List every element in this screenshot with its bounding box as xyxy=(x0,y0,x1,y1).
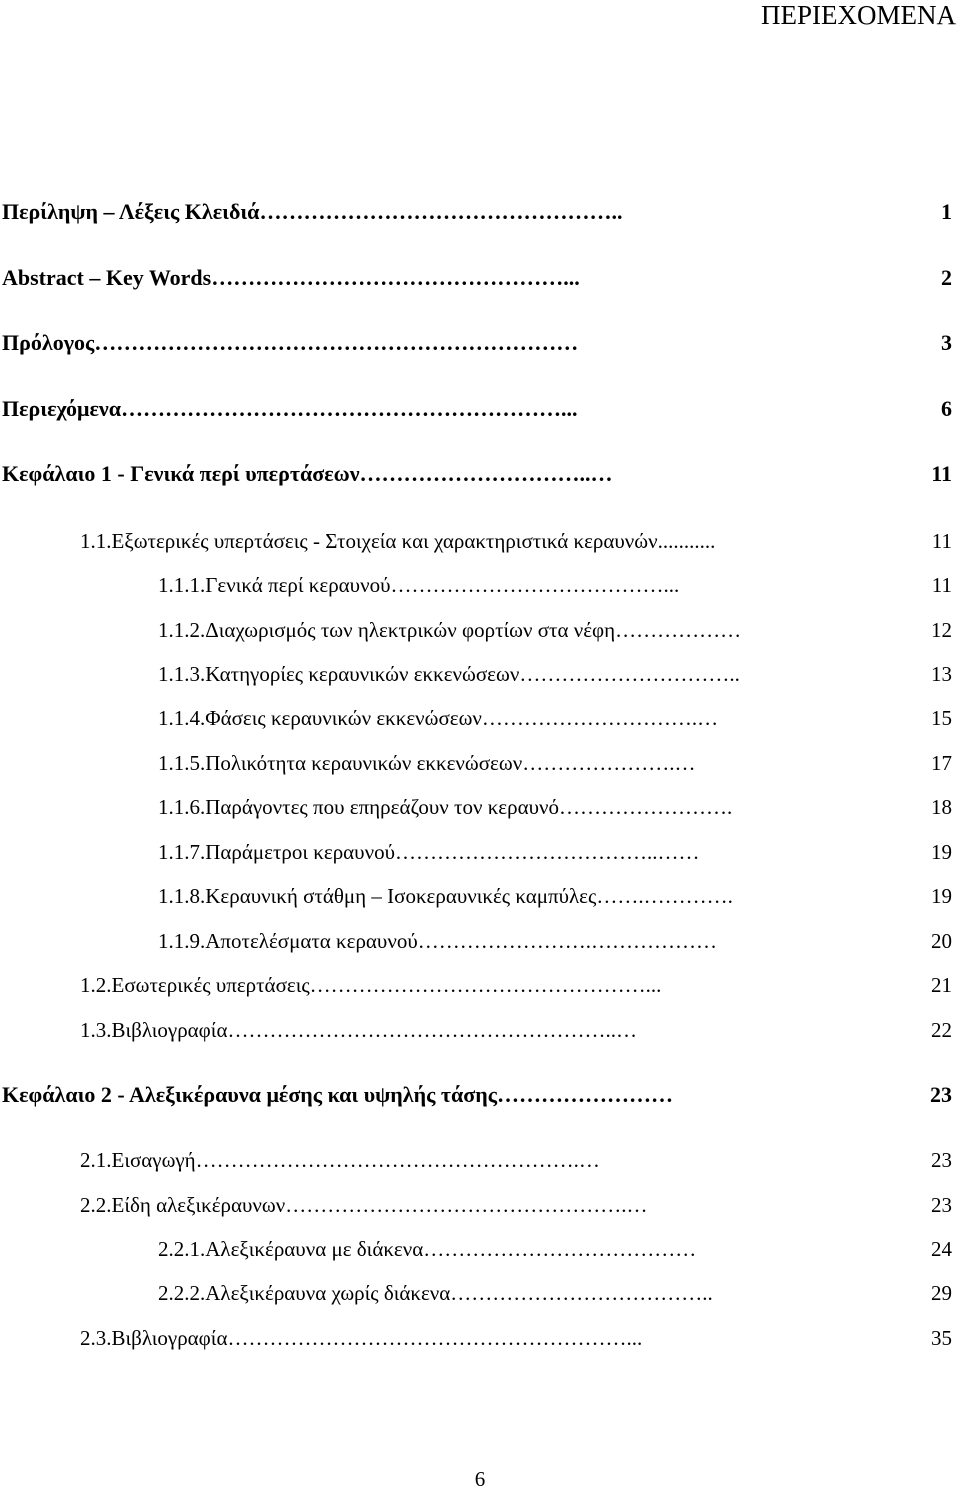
toc-entry-leader: ………………………………………………………… xyxy=(94,330,579,355)
toc-entry-leader: ……………………………………………….… xyxy=(195,1148,600,1172)
toc-entry-page: 3 xyxy=(941,330,952,355)
toc-entry-title: 1.1.6.Παράγοντες που επηρεάζουν τον κεραυνό xyxy=(158,795,559,819)
toc-entry-title: 2.3.Βιβλιογραφία xyxy=(80,1326,228,1350)
toc-entry-page: 11 xyxy=(931,529,952,553)
toc-entry-page: 29 xyxy=(931,1281,952,1305)
toc-entry-title: Κεφάλαιο 1 - Γενικά περί υπερτάσεων xyxy=(2,461,360,486)
toc-entry-title: 1.1.4.Φάσεις κεραυνικών εκκενώσεων xyxy=(158,706,482,730)
toc-entry[interactable] xyxy=(0,613,960,647)
toc-entry-title: Πρόλογος xyxy=(2,330,95,355)
toc-entry-leader: ……………… xyxy=(615,618,742,642)
toc-entry[interactable] xyxy=(0,195,960,229)
page-number: 6 xyxy=(474,1467,486,1491)
toc-entry-page: 23 xyxy=(931,1193,952,1217)
toc-entry-page: 18 xyxy=(931,795,952,819)
toc-entry-title: 1.1.8.Κεραυνική στάθμη – Ισοκεραυνικές καμπύλες xyxy=(158,884,597,908)
toc-entry-leader: …………………………..… xyxy=(359,461,613,486)
toc-entry[interactable] xyxy=(0,968,960,1002)
toc-entry[interactable] xyxy=(0,524,960,558)
toc-entry[interactable] xyxy=(0,568,960,602)
toc-entry-leader: …………………………………………... xyxy=(309,973,662,997)
toc-entry[interactable] xyxy=(0,790,960,824)
toc-entry-page: 17 xyxy=(931,751,952,775)
toc-entry-page: 13 xyxy=(931,662,952,686)
toc-entry-leader: …………………….……………… xyxy=(417,929,717,953)
toc-entry-leader: ........... xyxy=(657,529,716,553)
toc-entry-page: 22 xyxy=(931,1018,952,1042)
toc-entry-title: Κεφάλαιο 2 - Αλεξικέραυνα μέσης και υψηλής τάσης xyxy=(2,1082,498,1107)
toc-entry-page: 24 xyxy=(931,1237,952,1261)
toc-entry[interactable] xyxy=(0,1013,960,1047)
toc-entry-title: Περιεχόμενα xyxy=(2,396,122,421)
toc-entry[interactable] xyxy=(0,1321,960,1355)
toc-entry[interactable] xyxy=(0,835,960,869)
toc-entry[interactable] xyxy=(0,1143,960,1177)
toc-entry-leader: ………………………………………….… xyxy=(285,1193,648,1217)
toc-entry[interactable] xyxy=(0,924,960,958)
toc-entry-leader: …………………………………………... xyxy=(211,265,580,290)
toc-entry-page: 19 xyxy=(931,840,952,864)
toc-entry-leader: ………………………………… xyxy=(423,1237,697,1261)
toc-entry[interactable] xyxy=(0,657,960,691)
toc-entry[interactable] xyxy=(0,1276,960,1310)
toc-entry-leader: ……………………………………………………... xyxy=(121,396,578,421)
toc-entry[interactable] xyxy=(0,1232,960,1266)
toc-entry-page: 23 xyxy=(930,1082,952,1107)
toc-entry-leader: ………………………………………………..… xyxy=(227,1018,637,1042)
toc-entry[interactable] xyxy=(0,392,960,426)
toc-entry-title: 1.1.Εξωτερικές υπερτάσεις - Στοιχεία και χαρακτηριστικά κεραυνών xyxy=(80,529,658,553)
toc-entry-page: 35 xyxy=(931,1326,952,1350)
toc-entry-leader: ………………….… xyxy=(522,751,696,775)
toc-entry-page: 15 xyxy=(931,706,952,730)
toc-entry-page: 11 xyxy=(931,461,952,486)
toc-entry[interactable] xyxy=(0,701,960,735)
toc-entry-page: 20 xyxy=(931,929,952,953)
toc-entry-leader: ………………………….… xyxy=(481,706,719,730)
page-title: ΠΕΡΙΕΧΟΜΕΝΑ xyxy=(761,0,956,30)
toc-entry-leader: …………………………………... xyxy=(390,573,680,597)
toc-entry-title: 1.1.3.Κατηγορίες κεραυνικών εκκενώσεων xyxy=(158,662,520,686)
toc-entry-title: 2.2.2.Αλεξικέραυνα χωρίς διάκενα xyxy=(158,1281,451,1305)
toc-entry[interactable] xyxy=(0,879,960,913)
toc-entry[interactable] xyxy=(0,261,960,295)
toc-entry-title: 1.1.1.Γενικά περί κεραυνού xyxy=(158,573,391,597)
toc-entry-page: 23 xyxy=(931,1148,952,1172)
toc-entry-leader: ………………………….. xyxy=(519,662,740,686)
toc-entry-title: 1.1.2.Διαχωρισμός των ηλεκτρικών φορτίων στα νέφη xyxy=(158,618,616,642)
toc-entry[interactable] xyxy=(0,326,960,360)
toc-entry-page: 1 xyxy=(941,199,952,224)
toc-entry-leader: ……………………. xyxy=(558,795,733,819)
toc-entry-title: 1.1.5.Πολικότητα κεραυνικών εκκενώσεων xyxy=(158,751,523,775)
toc-entry-leader: ………………………………..…… xyxy=(394,840,700,864)
toc-entry-title: Περίληψη – Λέξεις Κλειδιά xyxy=(2,199,260,224)
toc-entry-title: 1.1.7.Παράμετροι κεραυνού xyxy=(158,840,395,864)
toc-entry-page: 2 xyxy=(941,265,952,290)
toc-entry-title: 1.2.Εσωτερικές υπερτάσεις xyxy=(80,973,310,997)
toc-entry-leader: …………………… xyxy=(497,1082,674,1107)
toc-entry-page: 19 xyxy=(931,884,952,908)
toc-entry-page: 11 xyxy=(931,573,952,597)
toc-entry-title: 2.2.Είδη αλεξικέραυνων xyxy=(80,1193,286,1217)
toc-entry-title: 2.2.1.Αλεξικέραυνα με διάκενα xyxy=(158,1237,424,1261)
toc-entry-page: 6 xyxy=(941,396,952,421)
toc-entry-leader: …………………………………………………... xyxy=(227,1326,643,1350)
toc-entry-title: 1.3.Βιβλιογραφία xyxy=(80,1018,228,1042)
toc-entry-leader: …….…………. xyxy=(596,884,733,908)
toc-entry[interactable] xyxy=(0,746,960,780)
toc-entry[interactable] xyxy=(0,457,960,491)
toc-entry-title: 1.1.9.Αποτελέσματα κεραυνού xyxy=(158,929,418,953)
toc-entry-title: 2.1.Εισαγωγή xyxy=(80,1148,196,1172)
toc-entry-leader: ……………………………….. xyxy=(450,1281,713,1305)
toc-entry-leader: ………………………………………….. xyxy=(259,199,623,224)
toc-entry[interactable] xyxy=(0,1188,960,1222)
toc-entry-page: 12 xyxy=(931,618,952,642)
toc-entry[interactable] xyxy=(0,1078,960,1112)
toc-entry-page: 21 xyxy=(931,973,952,997)
toc-entry-title: Abstract – Key Words xyxy=(2,265,212,290)
